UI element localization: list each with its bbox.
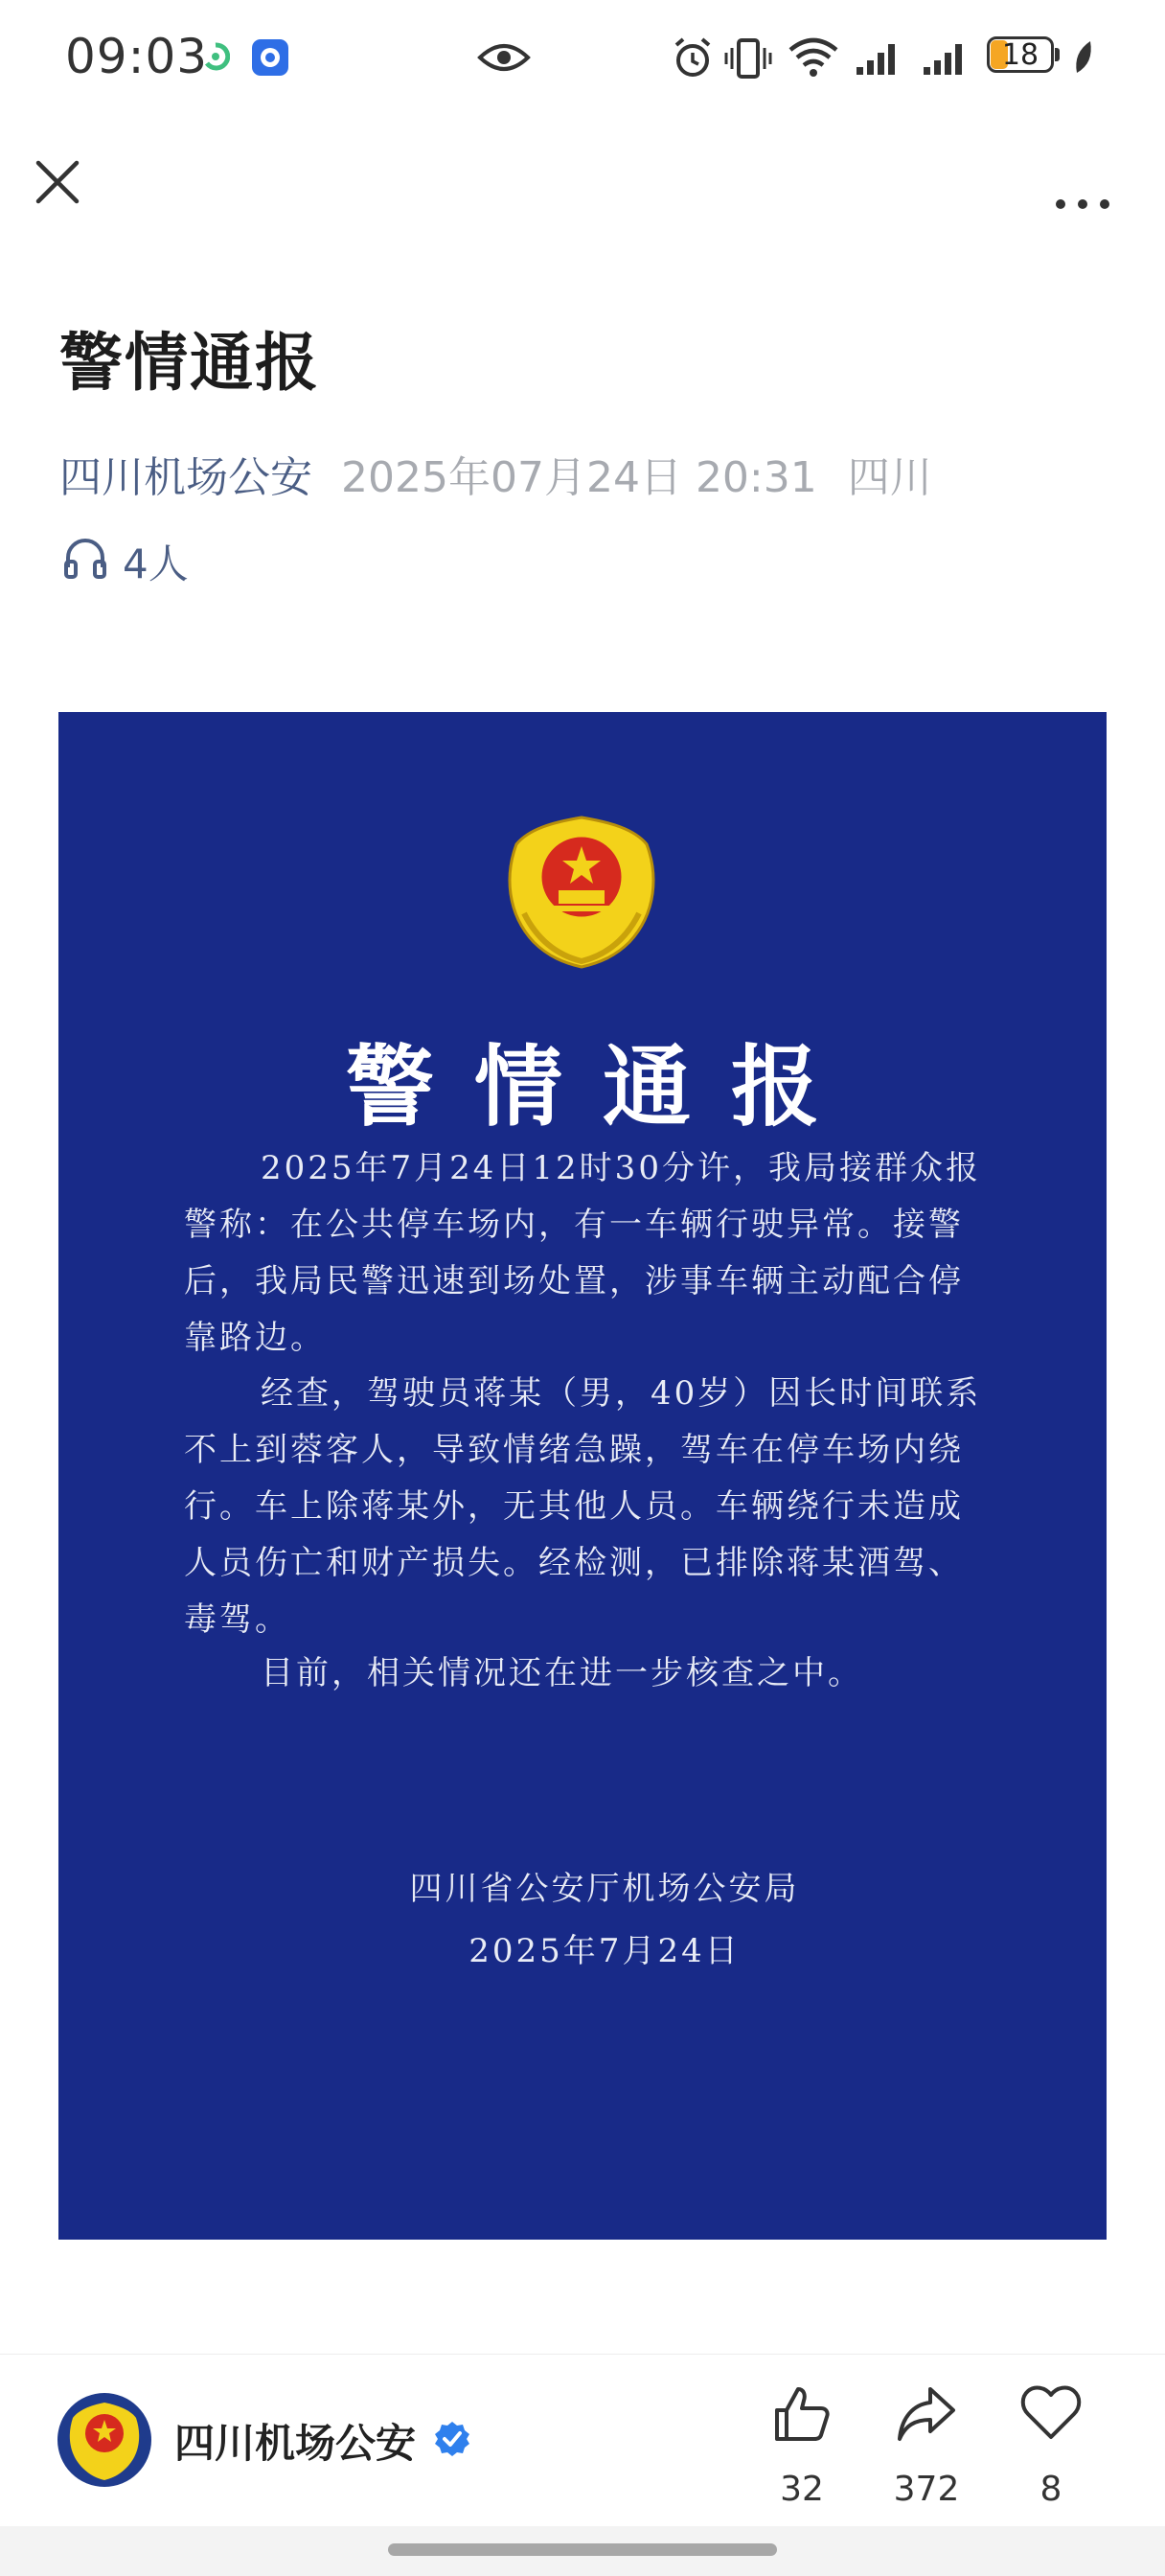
status-time: 09:03 [65, 29, 209, 84]
more-icon [1049, 153, 1116, 211]
article-meta [59, 443, 932, 504]
notice-paragraph: 2025年7月24日12时30分许，我局接群众报警称：在公共停车场内，有一车辆行驶异常。接警后，我局民警迅速到场处置，涉事车辆主动配合停靠路边。 [184, 1149, 981, 1357]
gesture-area [0, 2526, 1165, 2576]
status-bar [0, 0, 1165, 115]
headphones-icon [63, 537, 107, 579]
bottom-action-bar [0, 2354, 1165, 2527]
signal-icon [922, 38, 971, 77]
listener-count-text: 4人 [123, 540, 189, 587]
page-title: 警情通报 [59, 326, 320, 400]
notice-title: 警情通报 [345, 1035, 859, 1138]
favorite-button[interactable] [1003, 2383, 1099, 2508]
alarm-icon [671, 36, 715, 80]
notice-signature-date: 2025年7月24日 [468, 1932, 741, 1970]
battery-icon [987, 36, 1063, 77]
close-icon [29, 153, 86, 211]
blue-app-icon [251, 38, 289, 77]
publish-date: 2025年07月24日 20:31 [341, 453, 817, 502]
author-link[interactable]: 四川机场公安 [59, 453, 312, 502]
share-button[interactable] [879, 2383, 974, 2508]
leaf-icon [1071, 38, 1096, 77]
like-count: 32 [780, 2470, 824, 2509]
close-button[interactable] [29, 153, 86, 211]
thumbs-up-icon [771, 2383, 833, 2445]
vibrate-icon [724, 36, 772, 80]
favorite-count: 8 [1039, 2470, 1062, 2509]
share-count: 372 [893, 2470, 960, 2509]
notice-signature-org: 四川省公安厅机场公安局 [409, 1870, 800, 1908]
notice-image[interactable] [58, 712, 1107, 2240]
wifi-icon [788, 36, 839, 79]
more-button[interactable] [1049, 153, 1116, 211]
top-nav [0, 134, 1165, 240]
share-icon [896, 2383, 957, 2445]
signal-icon [855, 38, 904, 77]
like-button[interactable] [754, 2383, 850, 2508]
green-app-icon [201, 42, 230, 71]
home-indicator[interactable] [388, 2543, 777, 2556]
avatar[interactable] [57, 2393, 151, 2487]
police-badge-icon [495, 808, 668, 971]
battery-level: 18 [1001, 38, 1039, 72]
heart-icon [1020, 2383, 1082, 2445]
publish-location: 四川 [847, 453, 932, 502]
police-badge-icon [57, 2393, 151, 2487]
eye-icon [477, 40, 531, 75]
notice-paragraph: 经查，驾驶员蒋某（男，40岁）因长时间联系不上到蓉客人，导致情绪急躁，驾车在停车场内绕行。车上除蒋某外，无其他人员。车辆绕行未造成人员伤亡和财产损失。经检测，已排除蒋某酒驾、毒驾。 [184, 1374, 982, 1639]
verified-badge-icon [433, 2420, 471, 2458]
account-name[interactable]: 四川机场公安 [174, 2420, 417, 2467]
notice-paragraph: 目前，相关情况还在进一步核查之中。 [261, 1654, 863, 1692]
